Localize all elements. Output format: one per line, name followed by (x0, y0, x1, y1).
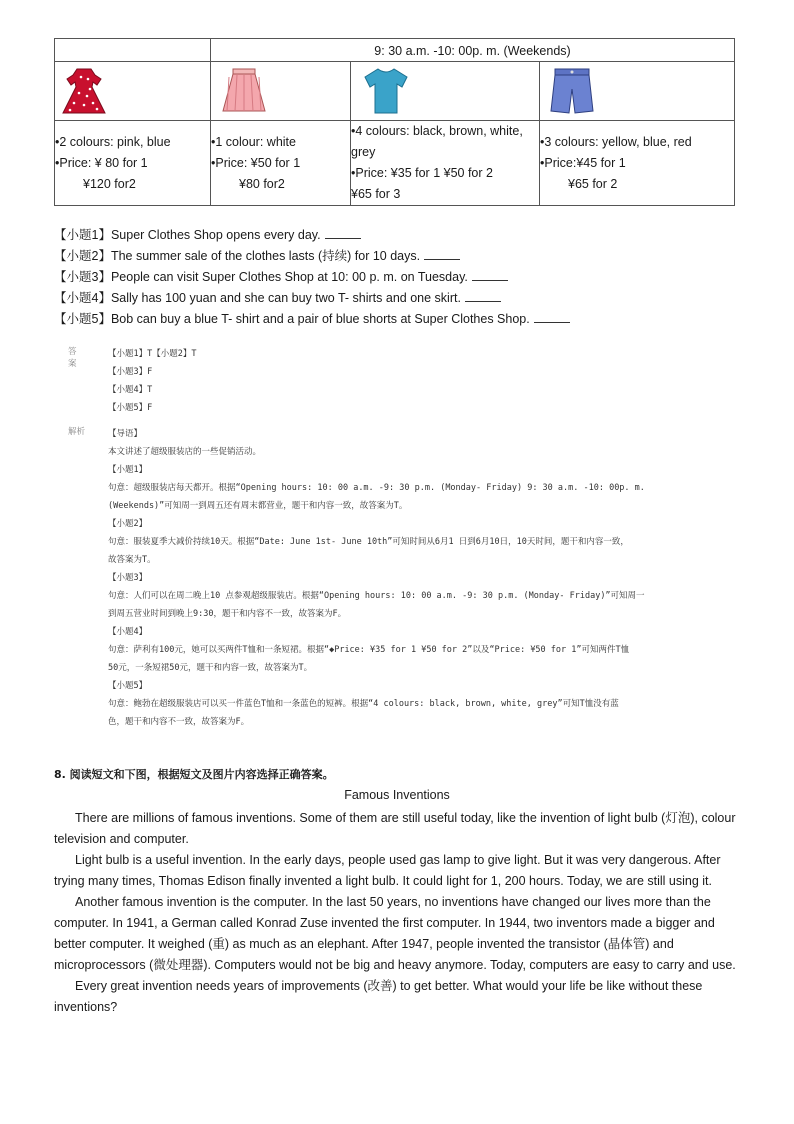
shorts-image-cell (540, 62, 735, 121)
question-4: 【小题4】Sally has 100 yuan and she can buy two T- shirts and one skirt. (54, 288, 570, 309)
skirt-icon (215, 65, 273, 117)
paragraph-4: Every great invention needs years of improvements (改善) to get better. What would your life be like without these inventions? (54, 979, 703, 1014)
skirt-info: •1 colour: white •Price: ¥50 for 1 ¥80 for2 (211, 121, 351, 206)
weekend-hours: 9: 30 a.m. -10: 00p. m. (Weekends) (374, 44, 571, 58)
article-title: Famous Inventions (344, 788, 450, 802)
tshirt-icon (355, 65, 417, 117)
question-1: 【小题1】Super Clothes Shop opens every day. (54, 225, 570, 246)
analysis-lines: 【导语】 本文讲述了超级服装店的一些促销活动。 【小题1】 句意：超级服装店每天都开。根据“Opening hours: 10: 00 a.m. -9: 30 p.m. (Monday- Friday) 9: 30 a.m. -10: 00p. m. (Weekends)”可知周一到周五还有周末都营业，题干和内容一致，故答案为T。 【小题2】 句意：服装夏季大减价持续10天。根据“Date: June 1st- June 10th”可知时间从6月1 日到6月10日，10天时间，题干和内容一致， 故答案为T。 【小题3】 句意：人们可以在周二晚上10 点参观超级服装店。根据“Opening hours: 10: 00 a.m. -9: 30 p.m. (Monday- Friday)”可知周一 到周五营业时间到晚上9:30，题干和内容不一致，故答案为F。 【小题4】 句意：萨利有100元，她可以买两件T恤和一条短裙。根据“◆Price: ¥35 for 1 ¥50 for 2”以及“Price: ¥50 for 1”可知两件T恤 50元，一条短裙50元，题干和内容一致，故答案为T。 【小题5】 句意：鲍勃在超级服装店可以买一件蓝色T恤和一条蓝色的短裤。根据“4 colours: black, brown, white, grey”可知T恤没有蓝 色，题干和内容不一致，故答案为F。 (108, 429, 645, 727)
shorts-info: •3 colours: yellow, blue, red •Price:¥45 for 1 ¥65 for 2 (540, 121, 735, 206)
answer-blank[interactable] (534, 310, 570, 323)
paragraph-3: Another famous invention is the computer. In the last 50 years, no inventions have changed our lives more than the computer. In 1941, a German called Konrad Zuse invented the first computer. In 1944, two inventors made a bigger and better computer. It weighed (重) as much as an elephant. After 1947, people invented the transistor (晶体管) and microprocessors (微处理器). Computers would not be big and heavy anymore. Today, computers are easy to carry and use. (54, 895, 736, 972)
hours-cell (211, 39, 735, 62)
dress-info: •2 colours: pink, blue •Price: ¥ 80 for 1 ¥120 for2 (55, 121, 211, 206)
section-8-instruction: 8. 阅读短文和下图，根据短文及图片内容选择正确答案。 (54, 768, 334, 781)
shorts-icon (544, 65, 600, 117)
hours-row (55, 39, 735, 62)
tshirt-info: •4 colours: black, brown, white, grey •Price: ¥35 for 1 ¥50 for 2 ¥65 for 3 (351, 121, 540, 206)
table-cell-empty (55, 39, 211, 62)
question-list (54, 225, 570, 330)
dress-image-cell (55, 62, 211, 121)
tshirt-image-cell (351, 62, 540, 121)
image-row (55, 62, 735, 121)
article-body (54, 808, 742, 1018)
analysis-label: 解析 (68, 427, 86, 437)
clothes-table (54, 38, 735, 206)
answer-blank[interactable] (325, 226, 361, 239)
question-5: 【小题5】Bob can buy a blue T- shirt and a pair of blue shorts at Super Clothes Shop. (54, 309, 570, 330)
paragraph-1: There are millions of famous inventions. Some of them are still useful today, like the invention of light bulb (灯泡), colour television and computer. (54, 811, 736, 846)
dress-icon (59, 65, 109, 117)
answer-label: 答案 (68, 347, 77, 369)
question-2: 【小题2】The summer sale of the clothes lasts (持续) for 10 days. (54, 246, 570, 267)
answer-blank[interactable] (465, 289, 501, 302)
question-3: 【小题3】People can visit Super Clothes Shop at 10: 00 p. m. on Tuesday. (54, 267, 570, 288)
answer-lines: 【小题1】T【小题2】T 【小题3】F 【小题4】T 【小题5】F (108, 349, 197, 413)
info-row (55, 121, 735, 206)
paragraph-2: Light bulb is a useful invention. In the early days, people used gas lamp to give light. But it was very dangerous. After trying many times, Thomas Edison finally invented a light bulb. It could light for 1, 200 hours. Today, we are still using it. (54, 853, 721, 888)
answer-blank[interactable] (424, 247, 460, 260)
skirt-image-cell (211, 62, 351, 121)
answer-blank[interactable] (472, 268, 508, 281)
